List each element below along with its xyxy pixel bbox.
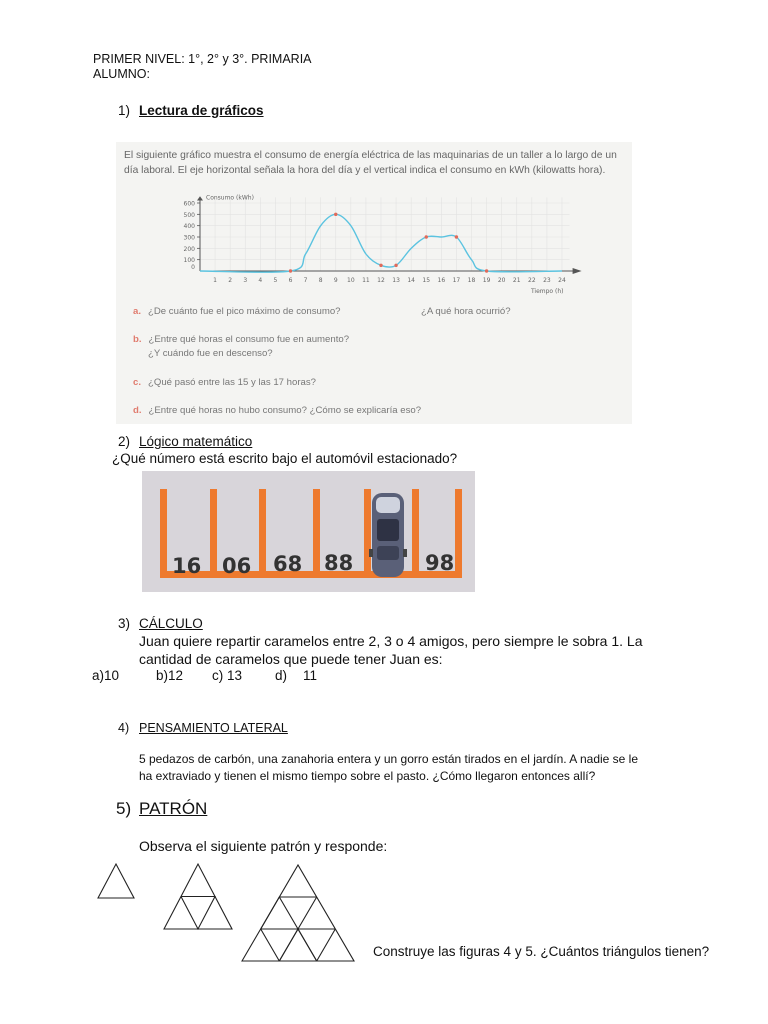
y-tick-label: 200 bbox=[183, 245, 195, 253]
question-d: d. ¿Entre qué horas no hubo consumo? ¿Cómo se explicaría eso? bbox=[133, 405, 422, 416]
data-point bbox=[289, 269, 292, 272]
y-axis-label: Consumo (kWh) bbox=[206, 194, 254, 202]
section3-number: 3) bbox=[118, 616, 131, 631]
y-tick-label: 100 bbox=[183, 257, 195, 265]
triangle-figure-3 bbox=[242, 865, 354, 961]
x-tick-label: 3 bbox=[243, 277, 248, 284]
parking-spot-68: 68 bbox=[273, 552, 303, 576]
section2-number: 2) bbox=[118, 434, 131, 449]
y-tick-label: 400 bbox=[183, 223, 195, 231]
section5-title: PATRÓN bbox=[139, 799, 208, 818]
section4-title: PENSAMIENTO LATERAL bbox=[139, 721, 288, 735]
section4-line1: 5 pedazos de carbón, una zanahoria entera y un gorro están tirados en el jardín. A nadie se le bbox=[139, 752, 639, 766]
section5-number: 5) bbox=[116, 799, 132, 818]
triangle-pattern bbox=[96, 862, 366, 966]
x-tick-label: 9 bbox=[333, 277, 338, 284]
section2-title: Lógico matemático bbox=[139, 434, 253, 449]
data-point bbox=[379, 264, 382, 267]
triangle-figure-2 bbox=[164, 864, 232, 929]
x-tick-label: 5 bbox=[273, 277, 278, 284]
section3-title: CÁLCULO bbox=[139, 616, 203, 631]
section3-line1: Juan quiere repartir caramelos entre 2, 3 o 4 amigos, pero siempre le sobra 1. La bbox=[139, 633, 643, 649]
x-tick-label: 17 bbox=[452, 277, 461, 284]
x-tick-label: 21 bbox=[512, 277, 521, 284]
x-tick-label: 11 bbox=[362, 277, 370, 284]
data-point bbox=[425, 235, 428, 238]
question-a-extra: ¿A qué hora ocurrió? bbox=[421, 306, 511, 317]
triangle-figure-1 bbox=[98, 864, 134, 898]
data-point bbox=[485, 269, 488, 272]
student-label: ALUMNO: bbox=[93, 67, 150, 81]
x-tick-label: 7 bbox=[303, 277, 308, 284]
grade-level: PRIMER NIVEL: 1°, 2° y 3°. PRIMARIA bbox=[93, 52, 312, 66]
x-tick-label: 15 bbox=[422, 277, 431, 284]
section4-number: 4) bbox=[118, 721, 130, 735]
parking-spot-16: 16 bbox=[172, 554, 202, 578]
question-b-extra: ¿Y cuándo fue en descenso? bbox=[148, 348, 273, 359]
y-tick-label: 600 bbox=[183, 200, 195, 208]
option-d-letter: d) bbox=[275, 668, 288, 683]
graph-intro-text: El siguiente gráfico muestra el consumo de energía eléctrica de las maquinarias de un taller a lo largo de un día laboral. El eje horizontal señala la hora del día y el vertical indica el consumo en kWh (kilowatts hora). bbox=[124, 150, 617, 176]
x-tick-label: 4 bbox=[258, 277, 263, 284]
option-a: a)10 bbox=[92, 668, 120, 683]
x-tick-label: 6 bbox=[288, 277, 293, 284]
section1-number: 1) bbox=[118, 103, 131, 118]
data-point bbox=[455, 235, 458, 238]
y-axis-arrow bbox=[197, 196, 203, 200]
x-tick-label: 1 bbox=[213, 277, 217, 284]
parking-spot-06: 06 bbox=[222, 554, 252, 578]
question-a: a. ¿De cuánto fue el pico máximo de consumo? bbox=[133, 306, 341, 317]
graph-exercise-photo bbox=[116, 142, 632, 424]
x-tick-label: 18 bbox=[467, 277, 476, 284]
option-c: c) 13 bbox=[212, 668, 243, 683]
section5-task: Construye las figuras 4 y 5. ¿Cuántos triángulos tienen? bbox=[373, 944, 710, 959]
x-tick-label: 8 bbox=[318, 277, 323, 284]
parking-photo bbox=[142, 471, 475, 592]
data-point bbox=[394, 264, 397, 267]
x-axis-label: Tiempo (h) bbox=[530, 288, 564, 295]
x-tick-label: 12 bbox=[377, 277, 385, 284]
x-tick-label: 22 bbox=[528, 277, 536, 284]
x-tick-label: 13 bbox=[392, 277, 400, 284]
x-tick-label: 19 bbox=[482, 277, 491, 284]
question-c: c. ¿Qué pasó entre las 15 y las 17 horas? bbox=[133, 377, 317, 388]
option-b: b)12 bbox=[156, 668, 184, 683]
section4-line2: ha extraviado y tienen el mismo tiempo sobre el pasto. ¿Cómo llegaron entonces allí? bbox=[139, 769, 596, 783]
section2-question: ¿Qué número está escrito bajo el automóvil estacionado? bbox=[112, 451, 458, 466]
parked-car-icon bbox=[369, 491, 407, 579]
x-tick-label: 23 bbox=[543, 277, 551, 284]
x-tick-label: 24 bbox=[558, 277, 566, 284]
data-point bbox=[334, 213, 337, 216]
question-b: b. ¿Entre qué horas el consumo fue en aumento? bbox=[133, 334, 350, 345]
section1-title: Lectura de gráficos bbox=[139, 103, 264, 118]
parking-spot-88: 88 bbox=[324, 551, 354, 575]
section3-line2: cantidad de caramelos que puede tener Juan es: bbox=[139, 651, 443, 667]
section5-instruction: Observa el siguiente patrón y responde: bbox=[139, 838, 388, 854]
x-tick-label: 2 bbox=[228, 277, 233, 284]
x-tick-label: 14 bbox=[407, 277, 415, 284]
y-tick-label: 500 bbox=[183, 211, 195, 219]
option-d-value: 11 bbox=[303, 668, 318, 683]
x-axis-arrow bbox=[573, 268, 582, 274]
x-tick-label: 20 bbox=[497, 277, 506, 284]
parking-spot-98: 98 bbox=[425, 551, 455, 575]
x-tick-label: 16 bbox=[437, 277, 446, 284]
x-tick-label: 10 bbox=[347, 277, 355, 284]
y-origin-label: 0 bbox=[191, 264, 195, 271]
y-tick-label: 300 bbox=[183, 234, 195, 242]
